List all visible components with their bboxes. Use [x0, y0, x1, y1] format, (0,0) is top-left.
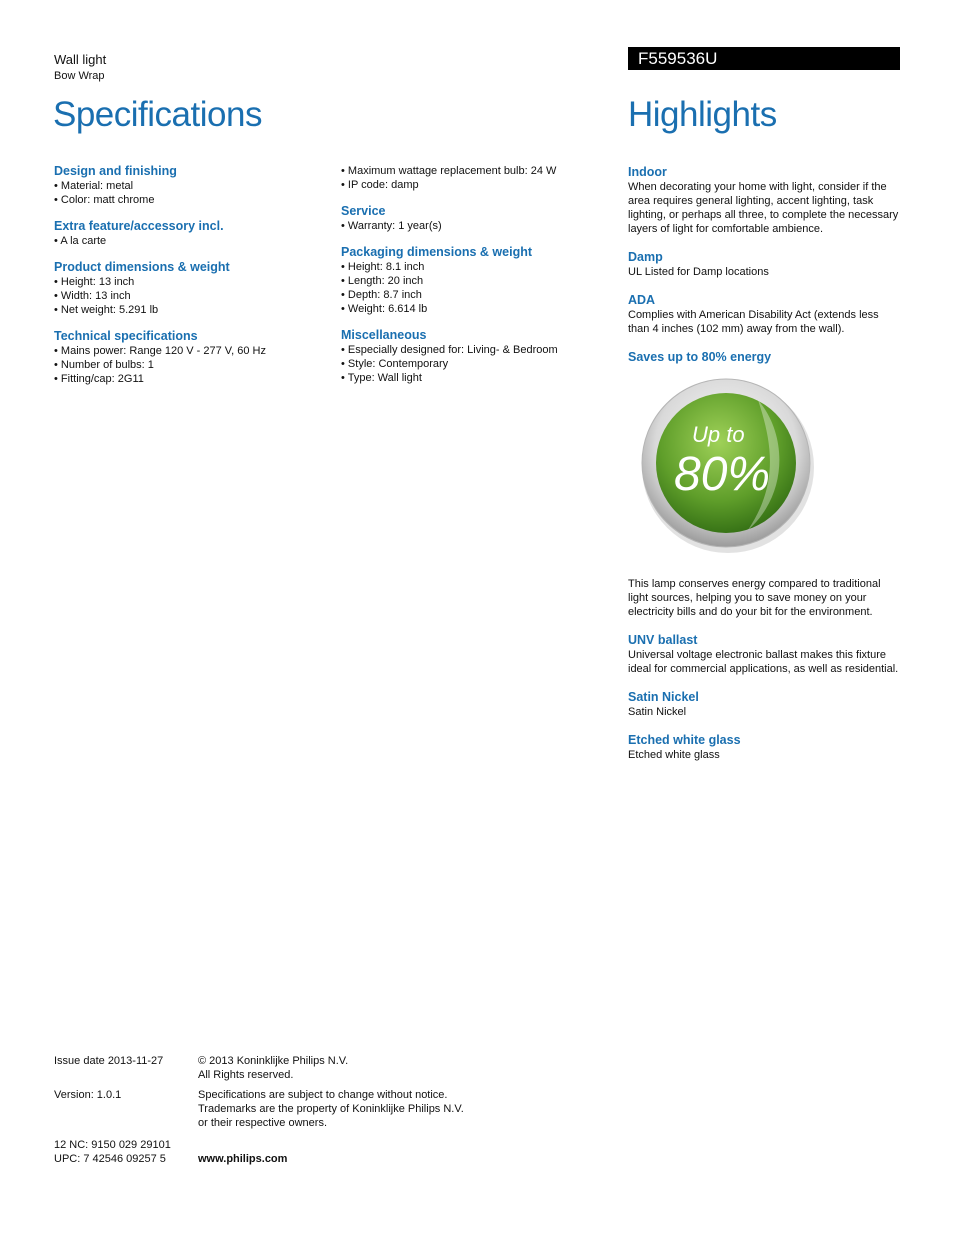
- spec-item: • Height: 8.1 inch: [341, 260, 611, 274]
- spec-item: • IP code: damp: [341, 178, 611, 192]
- highlight-ada: [628, 293, 900, 336]
- spec-section-service: [341, 204, 611, 233]
- energy-badge: [638, 375, 818, 555]
- spec-item: • Net weight: 5.291 lb: [54, 303, 324, 317]
- spec-heading: Miscellaneous: [341, 328, 427, 342]
- highlight-text: Etched white glass: [628, 749, 720, 761]
- highlight-text: UL Listed for Damp locations: [628, 266, 769, 278]
- spec-item: • Material: metal: [54, 179, 324, 193]
- highlight-text: This lamp conserves energy compared to traditional light sources, helping you to save money on your electricity bills and do your bit for the environment.: [628, 578, 881, 618]
- highlight-heading: UNV ballast: [628, 633, 698, 647]
- highlight-heading: ADA: [628, 293, 656, 307]
- highlight-damp: [628, 250, 900, 279]
- spec-section-continued: [341, 164, 611, 192]
- highlight-text: When decorating your home with light, consider if the area requires general lighting, accent lighting, task lighting, or perhaps all three, to complete the necessary layers of light for comfortable ambience.: [628, 181, 899, 235]
- spec-heading: Technical specifications: [54, 329, 198, 343]
- spec-item: • Depth: 8.7 inch: [341, 288, 611, 302]
- highlights-title: Highlights: [628, 95, 777, 134]
- spec-heading: Extra feature/accessory incl.: [54, 219, 224, 233]
- spec-item: • Fitting/cap: 2G11: [54, 372, 324, 386]
- notice-line-1: Specifications are subject to change without notice.: [198, 1089, 448, 1101]
- highlight-satin: [628, 690, 900, 719]
- spec-item: • A la carte: [54, 234, 324, 248]
- highlight-heading: Saves up to 80% energy: [628, 350, 772, 364]
- product-name: Bow Wrap: [54, 70, 105, 82]
- version: Version: 1.0.1: [54, 1089, 122, 1101]
- spec-item: • Type: Wall light: [341, 371, 611, 385]
- spec-heading: Service: [341, 204, 386, 218]
- product-type: Wall light: [54, 52, 107, 67]
- highlight-indoor: [628, 165, 900, 236]
- badge-top-text: Up to: [692, 422, 745, 447]
- highlight-heading: Indoor: [628, 165, 667, 179]
- highlight-text: Satin Nickel: [628, 706, 687, 718]
- notice-line-2: Trademarks are the property of Koninklijke Philips N.V.: [198, 1103, 464, 1115]
- spec-section-extra: [54, 219, 324, 248]
- spec-item: • Width: 13 inch: [54, 289, 324, 303]
- spec-item: • Height: 13 inch: [54, 275, 324, 289]
- spec-heading: Product dimensions & weight: [54, 260, 230, 274]
- spec-heading: Packaging dimensions & weight: [341, 245, 533, 259]
- spec-section-miscellaneous: [341, 328, 611, 385]
- nc-number: 12 NC: 9150 029 29101: [54, 1139, 171, 1151]
- highlight-glass: [628, 733, 900, 762]
- spec-section-packaging: [341, 245, 611, 316]
- spec-item: • Warranty: 1 year(s): [341, 219, 611, 233]
- notice-line-3: or their respective owners.: [198, 1117, 327, 1129]
- specifications-title: Specifications: [53, 95, 262, 134]
- spec-item: • Especially designed for: Living- & Bedroom: [341, 343, 611, 357]
- spec-heading: Design and finishing: [54, 164, 177, 178]
- spec-item: • Weight: 6.614 lb: [341, 302, 611, 316]
- issue-date: Issue date 2013-11-27: [54, 1055, 164, 1067]
- badge-value-text: 80%: [674, 448, 771, 501]
- spec-item: • Number of bulbs: 1: [54, 358, 324, 372]
- spec-item: • Style: Contemporary: [341, 357, 611, 371]
- spec-item: • Length: 20 inch: [341, 274, 611, 288]
- spec-column-1: [54, 164, 324, 398]
- highlight-heading: Satin Nickel: [628, 690, 699, 704]
- spec-section-design: [54, 164, 324, 207]
- website-link[interactable]: www.philips.com: [198, 1153, 288, 1165]
- upc-number: UPC: 7 42546 09257 5: [54, 1153, 166, 1165]
- rights: All Rights reserved.: [198, 1069, 294, 1081]
- spec-item: • Color: matt chrome: [54, 193, 324, 207]
- spec-section-product-dimensions: [54, 260, 324, 317]
- highlights-column: [628, 165, 900, 776]
- product-code-bar: F559536U: [628, 47, 900, 70]
- energy-badge-icon: [638, 375, 818, 555]
- highlight-text: Complies with American Disability Act (extends less than 4 inches (102 mm) away from the wall).: [628, 309, 879, 335]
- highlight-unv: [628, 633, 900, 676]
- spec-item: • Maximum wattage replacement bulb: 24 W: [341, 164, 611, 178]
- highlight-heading: Damp: [628, 250, 663, 264]
- spec-section-technical: [54, 329, 324, 386]
- highlight-energy: [628, 350, 900, 619]
- spec-item: • Mains power: Range 120 V - 277 V, 60 Hz: [54, 344, 324, 358]
- spec-column-2: [341, 164, 611, 397]
- highlight-heading: Etched white glass: [628, 733, 741, 747]
- highlight-text: Universal voltage electronic ballast makes this fixture ideal for commercial applications, as well as residential.: [628, 649, 899, 675]
- copyright: © 2013 Koninklijke Philips N.V.: [198, 1055, 349, 1067]
